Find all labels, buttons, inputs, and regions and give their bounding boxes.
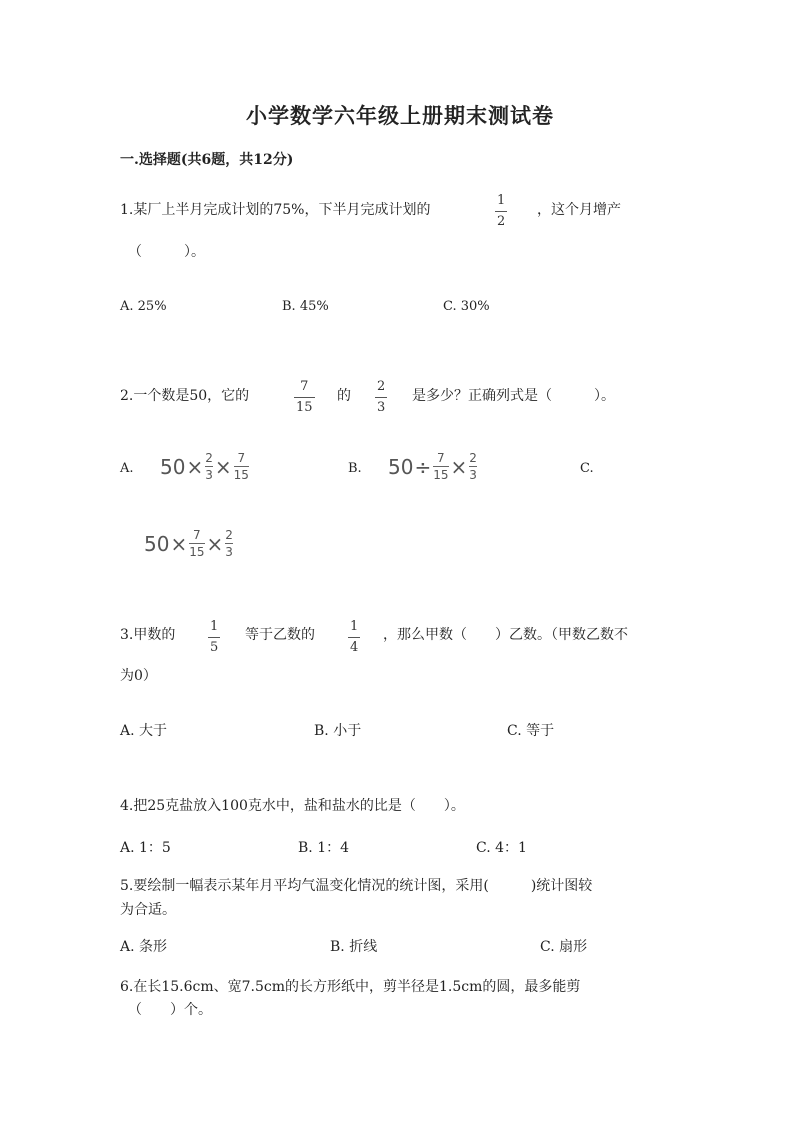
fraction-denominator: 3 (225, 545, 233, 559)
fraction-numerator: 2 (377, 379, 386, 394)
fraction-numerator: 2 (469, 451, 477, 465)
q4-option-a[interactable]: A. 1：5 (120, 840, 171, 856)
expr-fraction (469, 452, 477, 481)
q5-option-a[interactable]: A. 条形 (120, 939, 168, 955)
fraction-bar (208, 637, 220, 638)
fraction-numerator: 7 (300, 379, 309, 394)
q2-stem-part1: 2.一个数是50，它的 (120, 388, 250, 404)
q2-fraction-2 (375, 380, 387, 415)
fraction-denominator: 15 (233, 468, 249, 482)
q3-stem-part1: 3.甲数的 (120, 627, 176, 643)
q2-option-a-label[interactable]: A. (120, 461, 134, 476)
expr-fraction (225, 529, 233, 558)
q2-option-b-label[interactable]: B. (348, 461, 362, 476)
fraction-numerator: 7 (237, 451, 246, 465)
fraction-denominator: 3 (377, 400, 386, 415)
q4-stem: 4.把25克盐放入100克水中，盐和盐水的比是（ ）。 (120, 798, 465, 814)
page-title: 小学数学六年级上册期末测试卷 (246, 103, 554, 128)
fraction-denominator: 5 (210, 640, 219, 655)
fraction-denominator: 3 (205, 468, 213, 482)
q3-fraction-2 (348, 620, 360, 655)
q2-fraction-1 (294, 380, 315, 415)
expr-number: 50 (160, 454, 186, 479)
fraction-numerator: 2 (205, 451, 213, 465)
q5-option-c[interactable]: C. 扇形 (540, 939, 588, 955)
fraction-denominator: 15 (433, 468, 449, 482)
fraction-bar (375, 397, 387, 398)
q3-stem-part4: 为0） (120, 668, 157, 684)
fraction-bar (348, 637, 360, 638)
q1-option-a[interactable]: A. 25% (120, 299, 167, 314)
fraction-denominator: 3 (469, 468, 477, 482)
expr-number: 50 (388, 454, 414, 479)
fraction-numerator: 1 (497, 193, 506, 208)
q6-stem-part2: （ ）个。 (128, 1002, 212, 1018)
multiply-sign: × (206, 531, 224, 556)
multiply-sign: × (170, 531, 188, 556)
expr-fraction (433, 452, 448, 481)
q5-option-b[interactable]: B. 折线 (330, 939, 378, 955)
q2-option-b-expression[interactable] (388, 452, 478, 481)
fraction-numerator: 7 (193, 528, 201, 542)
section-header: 一.选择题(共6题，共12分) (120, 152, 294, 168)
q2-option-c-label[interactable]: C. (580, 461, 594, 476)
q3-stem-part3: ，那么甲数（ ）乙数。（甲数乙数不 (383, 627, 628, 643)
expr-fraction (189, 529, 204, 558)
q2-option-c-expression[interactable] (144, 529, 234, 558)
q5-stem-part1: 5.要绘制一幅表示某年月平均气温变化情况的统计图，采用( )统计图较 (120, 878, 593, 894)
q3-option-b[interactable]: B. 小于 (314, 723, 362, 739)
q6-stem-part1: 6.在长15.6cm、宽7.5cm的长方形纸中，剪半径是1.5cm的圆，最多能剪 (120, 979, 581, 995)
q1-stem-part1: 1.某厂上半月完成计划的75%，下半月完成计划的 (120, 202, 431, 218)
q4-option-c[interactable]: C. 4：1 (476, 840, 527, 856)
q1-option-c[interactable]: C. 30% (443, 299, 490, 314)
q2-stem-part2: 的 (337, 388, 351, 404)
q2-stem-part3: 是多少？正确列式是（ ）。 (412, 388, 615, 404)
expr-number: 50 (144, 531, 170, 556)
multiply-sign: × (214, 454, 232, 479)
q1-option-b[interactable]: B. 45% (282, 299, 329, 314)
q1-fraction (495, 194, 507, 229)
fraction-denominator: 4 (350, 640, 359, 655)
q3-option-a[interactable]: A. 大于 (120, 723, 168, 739)
q3-stem-part2: 等于乙数的 (245, 627, 315, 643)
fraction-denominator: 2 (497, 214, 506, 229)
q4-option-b[interactable]: B. 1：4 (298, 840, 350, 856)
q2-option-a-expression[interactable] (160, 452, 250, 481)
fraction-numerator: 2 (225, 528, 233, 542)
expr-fraction (234, 452, 249, 481)
q3-fraction-1 (208, 620, 220, 655)
fraction-denominator: 15 (296, 400, 313, 415)
divide-sign: ÷ (414, 454, 432, 479)
q1-stem-part2: ，这个月增产 (537, 202, 621, 218)
fraction-denominator: 15 (189, 545, 205, 559)
multiply-sign: × (186, 454, 204, 479)
expr-fraction (205, 452, 213, 481)
q5-stem-part2: 为合适。 (120, 902, 176, 918)
q3-option-c[interactable]: C. 等于 (507, 723, 555, 739)
fraction-numerator: 7 (437, 451, 445, 465)
fraction-bar (294, 397, 315, 398)
q1-stem-part3: （ ）。 (128, 244, 205, 260)
fraction-numerator: 1 (210, 619, 219, 634)
multiply-sign: × (450, 454, 468, 479)
fraction-bar (495, 211, 507, 212)
fraction-numerator: 1 (350, 619, 359, 634)
